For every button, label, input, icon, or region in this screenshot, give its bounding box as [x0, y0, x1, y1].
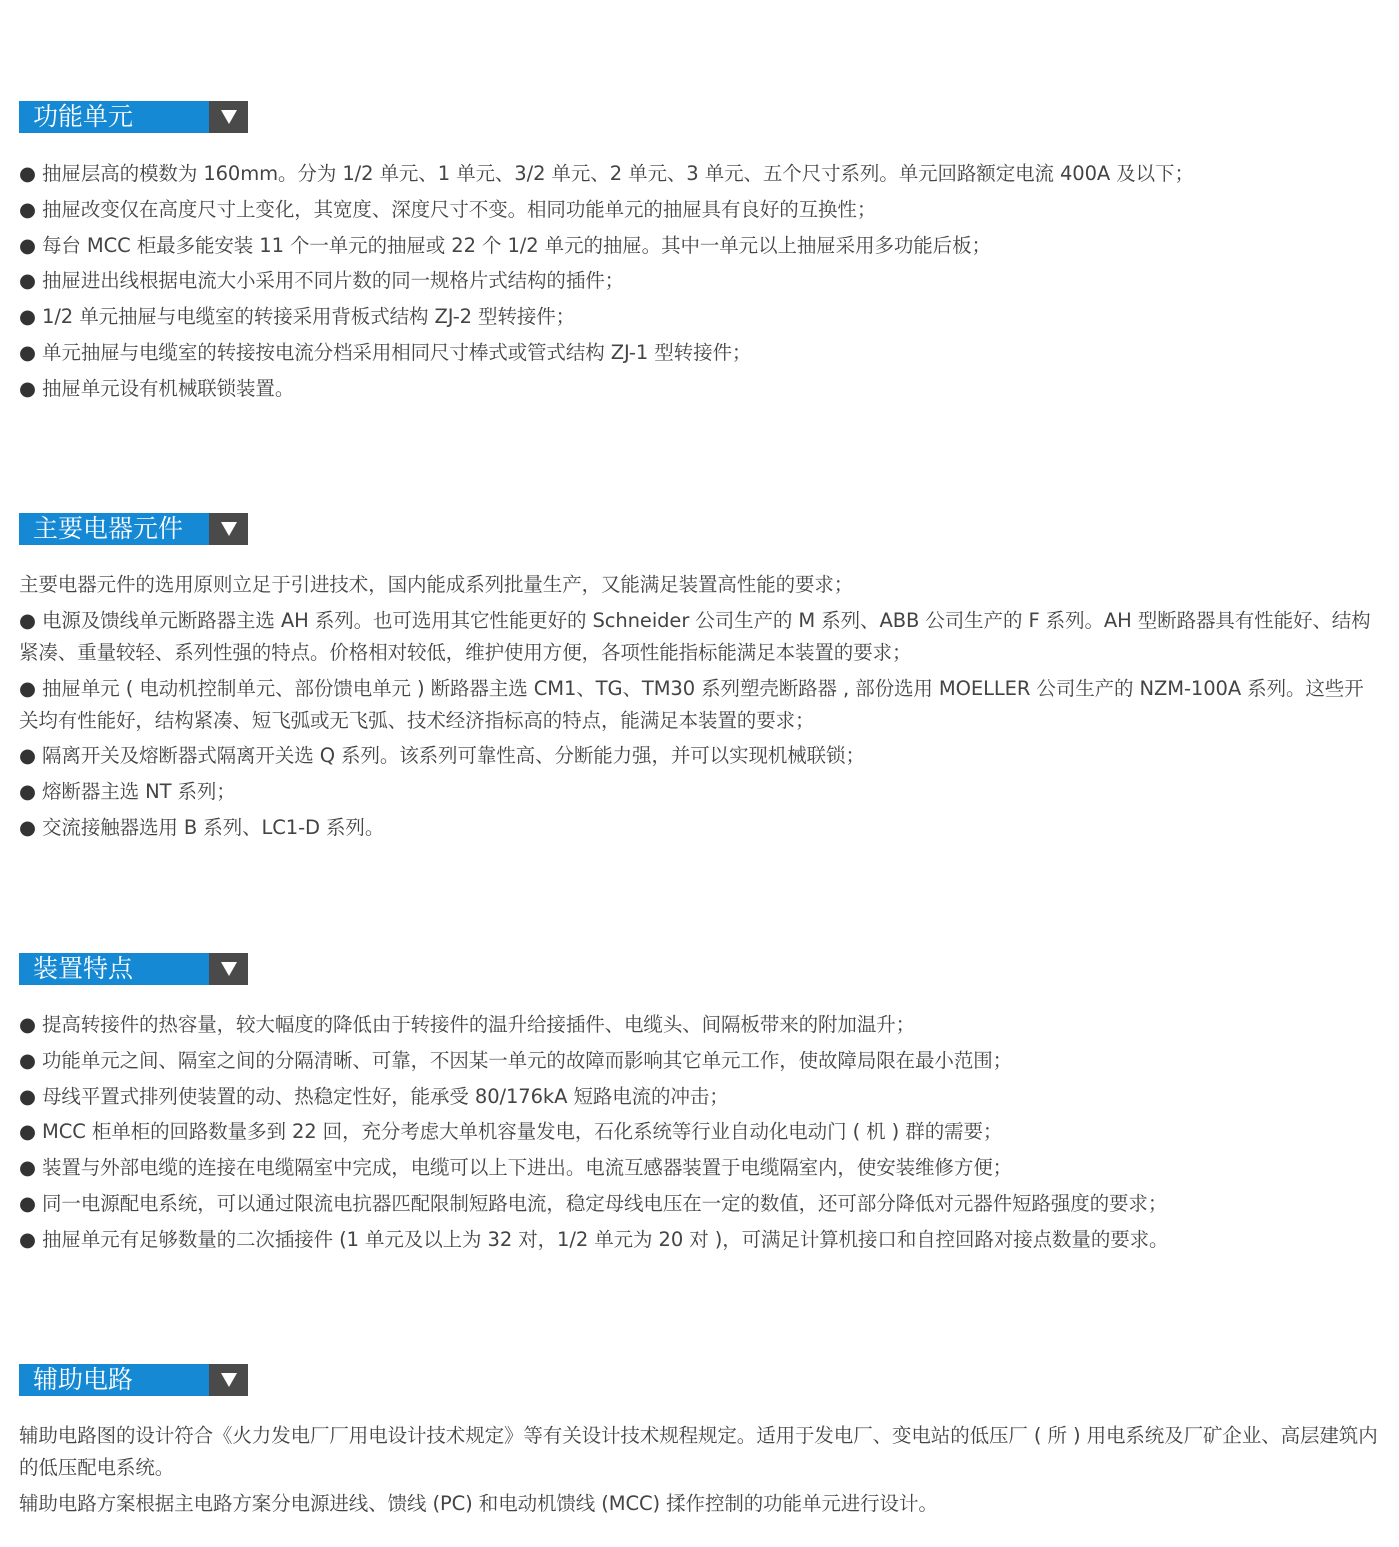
triangle-down-icon	[221, 1373, 237, 1387]
section-title: 功能单元	[19, 101, 209, 133]
list-item: ● 母线平置式排列使装置的动、热稳定性好，能承受 80/176kA 短路电流的冲击；	[19, 1081, 1380, 1113]
list-item: ● 电源及馈线单元断路器主选 AH 系列。也可选用其它性能更好的 Schneider 公司生产的 M 系列、ABB 公司生产的 F 系列。AH 型断路器具有性能好、结构紧凑、重量较轻、系列性强的特点。价格相对较低，维护使用方便，各项性能指标能满足本装置的要求；	[19, 605, 1380, 669]
list-item: ● 隔离开关及熔断器式隔离开关选 Q 系列。该系列可靠性高、分断能力强，并可以实现机械联锁；	[19, 740, 1380, 772]
collapse-toggle-button[interactable]	[209, 101, 248, 133]
list-item: ● 每台 MCC 柜最多能安装 11 个一单元的抽屉或 22 个 1/2 单元的抽屉。其中一单元以上抽屉采用多功能后板；	[19, 230, 1380, 262]
list-item: ● 抽屉层高的模数为 160mm。分为 1/2 单元、1 单元、3/2 单元、2 单元、3 单元、五个尺寸系列。单元回路额定电流 400A 及以下；	[19, 158, 1380, 190]
list-item: ● 熔断器主选 NT 系列；	[19, 776, 1380, 808]
triangle-down-icon	[221, 110, 237, 124]
section-heading	[19, 513, 248, 545]
list-item: ● 装置与外部电缆的连接在电缆隔室中完成，电缆可以上下进出。电流互感器装置于电缆隔室内，使安装维修方便；	[19, 1152, 1380, 1184]
list-item: ● 同一电源配电系统，可以通过限流电抗器匹配限制短路电流，稳定母线电压在一定的数值，还可部分降低对元器件短路强度的要求；	[19, 1188, 1380, 1220]
list-item: ● 提高转接件的热容量，较大幅度的降低由于转接件的温升给接插件、电缆头、间隔板带来的附加温升；	[19, 1009, 1380, 1041]
triangle-down-icon	[221, 522, 237, 536]
collapse-toggle-button[interactable]	[209, 1364, 248, 1396]
collapse-toggle-button[interactable]	[209, 953, 248, 985]
list-item: ● 交流接触器选用 B 系列、LC1-D 系列。	[19, 812, 1380, 844]
section-heading	[19, 953, 248, 985]
triangle-down-icon	[221, 962, 237, 976]
section-heading	[19, 101, 248, 133]
section-heading	[19, 1364, 248, 1396]
section-body	[19, 1420, 1380, 1520]
paragraph: 辅助电路方案根据主电路方案分电源进线、馈线 (PC) 和电动机馈线 (MCC) 揉作控制的功能单元进行设计。	[19, 1491, 938, 1515]
list-item: ● 1/2 单元抽屉与电缆室的转接采用背板式结构 ZJ-2 型转接件；	[19, 301, 1380, 333]
section-title: 装置特点	[19, 953, 209, 985]
list-item: ● MCC 柜单柜的回路数量多到 22 回，充分考虑大单机容量发电，石化系统等行业自动化电动门 ( 机 ) 群的需要；	[19, 1116, 1380, 1148]
list-item: ● 抽屉单元 ( 电动机控制单元、部份馈电单元 ) 断路器主选 CM1、TG、TM30 系列塑壳断路器 , 部份选用 MOELLER 公司生产的 NZM-100A 系列。这些开关均有性能好，结构紧凑、短飞弧或无飞弧、技术经济指标高的特点，能满足本装置的要求；	[19, 673, 1380, 737]
section-title: 辅助电路	[19, 1364, 209, 1396]
section-device-features	[19, 953, 1380, 1260]
collapse-toggle-button[interactable]	[209, 513, 248, 545]
section-auxiliary-circuit	[19, 1364, 1380, 1524]
section-main-components	[19, 513, 1380, 848]
list-item: ● 抽屉改变仅在高度尺寸上变化，其宽度、深度尺寸不变。相同功能单元的抽屉具有良好的互换性；	[19, 194, 1380, 226]
list-item: ● 抽屉进出线根据电流大小采用不同片数的同一规格片式结构的插件；	[19, 265, 1380, 297]
list-item: ● 功能单元之间、隔室之间的分隔清晰、可靠，不因某一单元的故障而影响其它单元工作，使故障局限在最小范围；	[19, 1045, 1380, 1077]
list-item: ● 抽屉单元设有机械联锁装置。	[19, 373, 1380, 405]
section-body	[19, 158, 1380, 405]
paragraph: 主要电器元件的选用原则立足于引进技术，国内能成系列批量生产，又能满足装置高性能的要求；	[19, 573, 854, 596]
section-body	[19, 569, 1380, 844]
section-title: 主要电器元件	[19, 513, 209, 545]
paragraph: 辅助电路图的设计符合《火力发电厂厂用电设计技术规定》等有关设计技术规程规定。适用于发电厂、变电站的低压厂 ( 所 ) 用电系统及厂矿企业、高层建筑内的低压配电系统。	[19, 1424, 1378, 1479]
list-item: ● 抽屉单元有足够数量的二次插接件 (1 单元及以上为 32 对，1/2 单元为 20 对 )，可满足计算机接口和自控回路对接点数量的要求。	[19, 1224, 1380, 1256]
section-functional-units	[19, 101, 1380, 409]
section-body	[19, 1009, 1380, 1256]
list-item: ● 单元抽屉与电缆室的转接按电流分档采用相同尺寸棒式或管式结构 ZJ-1 型转接件；	[19, 337, 1380, 369]
